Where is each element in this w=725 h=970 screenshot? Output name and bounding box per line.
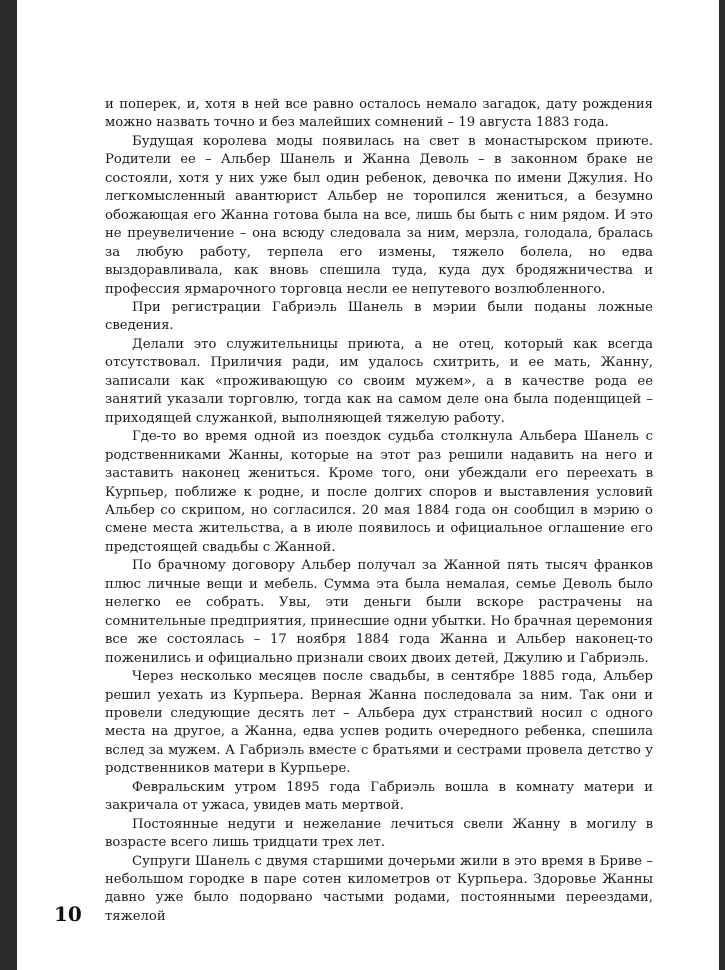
- paragraph-10: Супруги Шанель с двумя старшими дочерьми жили в это время в Бриве – небольшом городке в паре сотен километров от Курпьера. Здоровье Жанны давно уже было подорвано частыми родами, постоянными переездами, тяжелой: [105, 853, 653, 924]
- paragraph-5: Где-то во время одной из поездок судьба столкнула Альбера Шанель с родственниками Жанны, которые на этот раз решили надавить на него и заставить наконец жениться. Кроме того, они убеждали его переехать в Курпьер, поближе к родне, и после долгих споров и выставления условий Альбер со скрипом, но согласился. 20 мая 1884 года он сообщил в мэрию о смене места жительства, а в июле появилось и официальное оглашение его предстоящей свадьбы с Жанной.: [105, 429, 653, 555]
- paragraph-1: и поперек, и, хотя в ней все равно осталось немало загадок, дату рождения можно назвать точно и без малейших сомнений – 19 августа 1883 года.: [105, 97, 653, 131]
- page-number: 10: [54, 902, 82, 926]
- paragraph-9: Постоянные недуги и нежелание лечиться свели Жанну в могилу в возрасте всего лишь тридцати трех лет.: [105, 816, 653, 851]
- paragraph-7: Через несколько месяцев после свадьбы, в сентябре 1885 года, Альбер решил уехать из Курпьера. Верная Жанна последовала за ним. Так они и провели следующие десять лет – Альбера дух странствий носил с одного места на другое, а Жанна, едва успев родить очередного ребенка, спешила вслед за мужем. А Габриэль вместе с братьями и сестрами провела детство у родственников матери в Курпьере.: [105, 669, 653, 777]
- paragraph-4: Делали это служительницы приюта, а не отец, который как всегда отсутствовал. Приличия ради, им удалось схитрить, и ее мать, Жанну, записали как «проживающую со своим мужем», а в качестве рода ее занятий указали торговлю, тогда как на самом деле она была поденщицей – приходящей служанкой, выполняющей тяжелую работу.: [105, 336, 653, 426]
- paragraph-6: По брачному договору Альбер получал за Жанной пять тысяч франков плюс личные вещи и мебель. Сумма эта была немалая, семье Деволь было нелегко ее собрать. Увы, эти деньги были вскоре растрачены на сомнительные предприятия, принесшие одни убытки. Но брачная церемония все же состоялась – 17 ноября 1884 года Жанна и Альбер наконец-то поженились и официально признали своих двоих детей, Джулию и Габриэль.: [105, 558, 653, 666]
- book-page: [17, 0, 719, 970]
- paragraph-3: При регистрации Габриэль Шанель в мэрии были поданы ложные сведения.: [105, 299, 653, 334]
- paragraph-2: Будущая королева моды появилась на свет в монастырском приюте. Родители ее – Альбер Шанель и Жанна Деволь – в законном браке не состояли, хотя у них уже был один ребенок, девочка по имени Джулия. Но легкомысленный авантюрист Альбер не торопился жениться, а безумно обожающая его Жанна готова была на все, лишь бы быть с ним рядом. И это не преувеличение – она всюду следовала за ним, мерзла, голодала, бралась за любую работу, терпела его измены, тяжело болела, но едва выздоравливала, как вновь спешила туда, куда дух бродяжничества и профессия ярмарочного торговца несли ее непутевого возлюбленного.: [105, 133, 653, 297]
- paragraph-8: Февральским утром 1895 года Габриэль вошла в комнату матери и закричала от ужаса, увидев мать мертвой.: [105, 779, 653, 814]
- page-body-text: [105, 96, 653, 926]
